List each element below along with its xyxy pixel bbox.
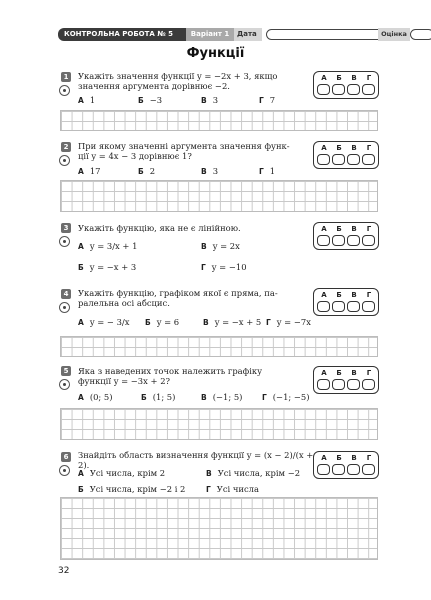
answer-box [313, 451, 379, 479]
option-label: Г [259, 167, 264, 176]
option-text: 3 [212, 166, 219, 176]
option-label: В [203, 318, 209, 327]
option-b [138, 95, 162, 106]
answer-label: А [321, 74, 327, 82]
answer-cell-d[interactable] [362, 235, 375, 246]
work-grid[interactable] [60, 497, 378, 560]
question-line: Знайдіть область визначення функції y = (x − 2)/(x + 2). [78, 450, 314, 470]
option-c [201, 95, 218, 106]
marker-icon [59, 465, 70, 476]
work-grid[interactable] [60, 110, 378, 131]
page-title: Функції [186, 46, 245, 61]
answer-box [313, 71, 379, 99]
task-number: 2 [61, 142, 71, 152]
marker-icon [59, 302, 70, 313]
answer-cell-c[interactable] [347, 235, 360, 246]
answer-label: Г [366, 369, 372, 377]
question-line: ралельна осі абсцис. [78, 298, 170, 308]
option-c [203, 317, 261, 328]
option-label: В [201, 167, 207, 176]
option-a [78, 166, 100, 177]
option-label: Б [78, 263, 84, 272]
option-text: (0; 5) [89, 392, 113, 402]
option-d [259, 95, 275, 106]
test-title: КОНТРОЛЬНА РОБОТА № 5 [58, 28, 186, 41]
marker-icon [59, 379, 70, 390]
option-a [78, 468, 165, 479]
answer-label: Г [366, 291, 372, 299]
answer-cell-c[interactable] [347, 379, 360, 390]
question-line: Яка з наведених точок належить графіку [78, 366, 263, 376]
answer-box [313, 288, 379, 316]
answer-label: В [351, 74, 357, 82]
variant-label: Варіант 1 [186, 28, 234, 41]
option-text: y = −7x [276, 317, 311, 327]
task-number: 4 [61, 289, 71, 299]
task-number: 1 [61, 72, 71, 82]
option-text: Усі числа, крім 2 [89, 468, 166, 478]
option-label: В [206, 469, 212, 478]
answer-label: А [321, 225, 327, 233]
option-label: Б [138, 167, 144, 176]
option-text: y = −10 [211, 262, 247, 272]
option-label: Г [201, 263, 206, 272]
answer-cell-d[interactable] [362, 464, 375, 475]
option-label: Г [262, 393, 267, 402]
answer-cell-d[interactable] [362, 301, 375, 312]
option-text: 1 [269, 166, 276, 176]
answer-cell-a[interactable] [317, 235, 330, 246]
answer-cell-c[interactable] [347, 464, 360, 475]
answer-label: Г [366, 74, 372, 82]
answer-cell-d[interactable] [362, 154, 375, 165]
option-text: 17 [89, 166, 101, 176]
option-text: y = − 3/x [89, 317, 130, 327]
option-label: А [78, 242, 84, 251]
option-text: (−1; −5) [272, 392, 310, 402]
task-number: 6 [61, 452, 71, 462]
answer-label: Б [336, 74, 342, 82]
option-c [201, 241, 240, 252]
date-field[interactable] [266, 29, 384, 40]
marker-icon [59, 85, 70, 96]
option-text: (−1; 5) [212, 392, 243, 402]
option-b [78, 262, 136, 273]
answer-label: В [351, 225, 357, 233]
option-text: Усі числа, крім −2 [217, 468, 301, 478]
answer-cell-b[interactable] [332, 84, 345, 95]
option-label: А [78, 167, 84, 176]
work-grid[interactable] [60, 336, 378, 357]
option-label: А [78, 318, 84, 327]
answer-label: В [351, 144, 357, 152]
answer-label: Б [336, 225, 342, 233]
option-b [78, 484, 185, 495]
option-c [201, 392, 242, 403]
option-label: Б [138, 96, 144, 105]
question-line: ції y = 4x − 3 дорівнює 1? [78, 151, 192, 161]
question-line: Укажіть функцію, графіком якої є пряма, па- [78, 288, 278, 298]
option-c [201, 166, 218, 177]
option-text: Усі числа, крім −2 і 2 [89, 484, 186, 494]
answer-label: Г [366, 144, 372, 152]
answer-box [313, 222, 379, 250]
option-label: В [201, 242, 207, 251]
question-line: функції y = −3x + 2? [78, 376, 171, 386]
option-d [262, 392, 310, 403]
option-d [259, 166, 275, 177]
question-line: При якому значенні аргумента значення функ- [78, 141, 290, 151]
answer-cell-d[interactable] [362, 379, 375, 390]
option-b [138, 166, 155, 177]
option-label: Б [78, 485, 84, 494]
answer-label: Г [366, 454, 372, 462]
option-a [78, 392, 113, 403]
answer-cell-a[interactable] [317, 464, 330, 475]
answer-label: В [351, 369, 357, 377]
answer-cell-c[interactable] [347, 84, 360, 95]
option-text: Усі числа [216, 484, 259, 494]
option-d [201, 262, 247, 273]
question-line: Укажіть значення функції y = −2x + 3, якщо [78, 71, 278, 81]
answer-cell-a[interactable] [317, 84, 330, 95]
option-text: 1 [89, 95, 96, 105]
marker-icon [59, 236, 70, 247]
answer-label: А [321, 291, 327, 299]
answer-cell-a[interactable] [317, 301, 330, 312]
date-label: Дата [234, 28, 262, 41]
question-line: Укажіть функцію, яка не є лінійною. [78, 223, 241, 233]
option-a [78, 317, 129, 328]
answer-cell-b[interactable] [332, 464, 345, 475]
answer-box [313, 141, 379, 169]
option-label: Г [259, 96, 264, 105]
test-header [58, 28, 407, 41]
answer-label: А [321, 454, 327, 462]
work-grid[interactable] [60, 180, 378, 212]
option-label: Г [206, 485, 211, 494]
option-text: y = −x + 3 [89, 262, 137, 272]
page-number: 32 [58, 566, 70, 576]
answer-cell-c[interactable] [347, 301, 360, 312]
question-line: значення аргумента дорівнює −2. [78, 81, 230, 91]
option-text: (1; 5) [152, 392, 176, 402]
answer-label: В [351, 291, 357, 299]
option-text: y = 3/x + 1 [89, 241, 138, 251]
answer-cell-b[interactable] [332, 235, 345, 246]
answer-cell-a[interactable] [317, 154, 330, 165]
option-text: 2 [149, 166, 156, 176]
answer-box [313, 366, 379, 394]
option-a [78, 95, 95, 106]
grade-field[interactable] [410, 29, 431, 40]
option-b [141, 392, 175, 403]
option-label: А [78, 96, 84, 105]
answer-label: Б [336, 144, 342, 152]
option-label: А [78, 393, 84, 402]
answer-cell-b[interactable] [332, 379, 345, 390]
answer-cell-b[interactable] [332, 301, 345, 312]
option-d [266, 317, 311, 328]
marker-icon [59, 155, 70, 166]
option-c [206, 468, 300, 479]
option-text: 3 [212, 95, 219, 105]
option-text: 7 [269, 95, 276, 105]
work-grid[interactable] [60, 408, 378, 440]
option-label: Б [145, 318, 151, 327]
option-label: Б [141, 393, 147, 402]
task-number: 3 [61, 223, 71, 233]
answer-cell-a[interactable] [317, 379, 330, 390]
answer-label: В [351, 454, 357, 462]
option-b [145, 317, 179, 328]
grade-label: Оцінка [378, 28, 410, 41]
option-text: y = −x + 5 [214, 317, 262, 327]
option-text: y = 6 [156, 317, 180, 327]
answer-cell-d[interactable] [362, 84, 375, 95]
answer-cell-c[interactable] [347, 154, 360, 165]
option-text: −3 [149, 95, 163, 105]
answer-label: Г [366, 225, 372, 233]
answer-label: Б [336, 369, 342, 377]
option-d [206, 484, 259, 495]
task-number: 5 [61, 366, 71, 376]
answer-label: А [321, 144, 327, 152]
option-label: В [201, 96, 207, 105]
answer-label: Б [336, 454, 342, 462]
option-a [78, 241, 137, 252]
option-text: y = 2x [212, 241, 240, 251]
answer-cell-b[interactable] [332, 154, 345, 165]
answer-label: А [321, 369, 327, 377]
option-label: А [78, 469, 84, 478]
option-label: В [201, 393, 207, 402]
answer-label: Б [336, 291, 342, 299]
option-label: Г [266, 318, 271, 327]
